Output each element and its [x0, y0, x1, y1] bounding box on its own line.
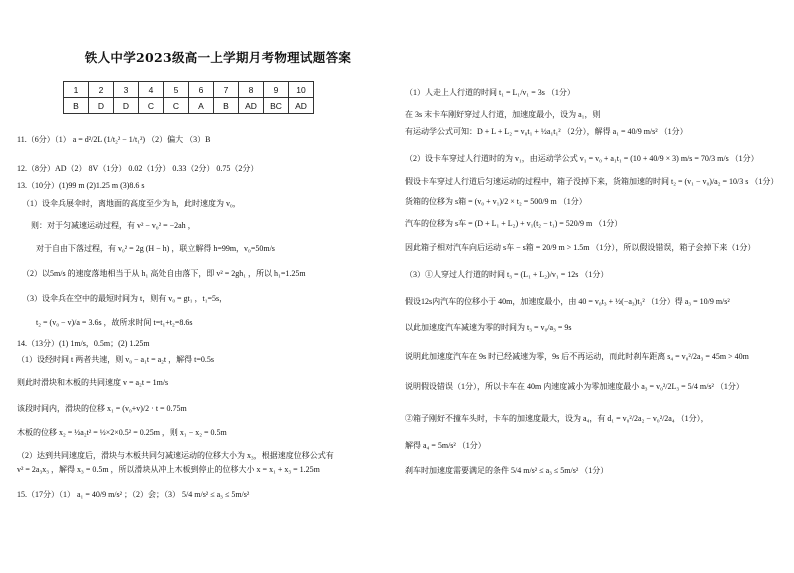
right-column [400, 0, 794, 573]
q15-step: 以此加速度汽车减速为零的时间为 t₃ = v₀/a₃ = 9s [405, 323, 572, 332]
question-number: 4 [139, 82, 164, 98]
q15-summary: 15.（17分）（1） a₁ = 40/9 m/s² ；（2）会；（3） 5/4 m/s² ≤ a₃ ≤ 5m/s² [17, 490, 250, 499]
answer-table-answer-row [64, 98, 314, 114]
answer-table-number-row [64, 82, 314, 98]
question-number: 9 [264, 82, 289, 98]
answer-cell: C [139, 98, 164, 114]
q14-step: （1）设经时间 t 两者共速，则 v₀ − a₁t = a₂t ，解得 t=0.5s [17, 355, 215, 364]
q13-step: （1）设伞兵展伞时，离地面的高度至少为 h，此时速度为 v₀， [22, 199, 241, 208]
q14-step: 该段时间内，滑块的位移 x₁ = (v₀+v)/2 · t = 0.75m [17, 404, 187, 413]
question-number: 6 [189, 82, 214, 98]
q15-step: 汽车的位移为 s车 = (D + L₁ + L₂) + v₁(t₂ − t₁) = 520/9 m （1分） [405, 219, 623, 228]
q14-step: 木板的位移 x₂ = ½a₂t² = ½×2×0.5² = 0.25m ，则 x₁ − x₂ = 0.5m [17, 428, 227, 437]
q15-step: （3）①人穿过人行道的时间 t₃ = (L₁ + L₂)/v₁ = 12s （1分） [405, 270, 609, 279]
q14-summary: 14.（13分）(1) 1m/s，0.5m；(2) 1.25m [17, 339, 150, 348]
answer-cell: A [189, 98, 214, 114]
question-number: 7 [214, 82, 239, 98]
q15-step: 有运动学公式可知：D + L + L₂ = v₀t₁ + ½a₁t₁² （2分），解得 a₁ = 40/9 m/s² （1分） [405, 127, 688, 136]
q15-step: 因此箱子相对汽车向后运动 s车 − s箱 = 20/9 m > 1.5m （1分），所以假设错误，箱子会掉下来（1分） [405, 243, 756, 252]
q14-step: v² = 2a₃x₃ ，解得 x₃ = 0.5m ，所以滑块从冲上木板到停止的位移大小 x = x₁ + x₃ = 1.25m [17, 465, 320, 474]
q15-step: 假设12s内汽车的位移小于 40m，加速度最小，由 40 = v₀t₃ + ½(−a₃)t₃² （1分）得 a₃ = 10/9 m/s² [405, 297, 730, 306]
answer-cell: AD [289, 98, 314, 114]
answer-cell: D [89, 98, 114, 114]
q13-step: （3）设伞兵在空中的最短时间为 t，则有 v₀ = gt₁ ，t₁=5s， [22, 294, 228, 303]
question-number: 8 [239, 82, 264, 98]
q15-step: 假设卡车穿过人行道后匀速运动的过程中，箱子没掉下来，货箱加速的时间 t₂ = (v₁ − v₀)/a₂ = 10/3 s （1分） [405, 177, 779, 186]
q15-step: 说明此加速度汽车在 9s 时已经减速为零，9s 后不再运动，而此时刹车距离 s₄ = v₀²/2a₃ = 45m > 40m [405, 352, 749, 361]
q15-step: （1）人走上人行道的时间 t₁ = L₁/v₁ = 3s （1分） [405, 88, 575, 97]
q14-step: 则此时滑块和木板的共同速度 v = a₂t = 1m/s [17, 378, 169, 387]
answer-cell: BC [264, 98, 289, 114]
q15-step: 刹车时加速度需要满足的条件 5/4 m/s² ≤ a₃ ≤ 5m/s² （1分） [405, 466, 609, 475]
q14-step: （2）达到共同速度后，滑块与木板共同匀减速运动的位移大小为 x₃，根据速度位移公式有 [17, 451, 334, 460]
q13-step: 对于自由下落过程，有 v₀² = 2g (H − h) ，联立解得 h=99m，v₀=50m/s [36, 244, 275, 253]
q15-step: 解得 a₄ = 5m/s² （1分） [405, 441, 486, 450]
q15-step: ②箱子刚好不撞车头时，卡车的加速度最大，设为 a₄，有 d₁ = v₀²/2a₂ − v₀²/2a₄ （1分）， [405, 414, 709, 423]
q13-step: （2）以5m/s 的速度落地相当于从 h₁ 高处自由落下，即 v² = 2gh₁ ，所以 h₁=1.25m [22, 269, 306, 278]
q15-step: 说明假设错误（1分），所以卡车在 40m 内速度减小为零加速度最小 a₃ = v₀²/2L₃ = 5/4 m/s² （1分） [405, 382, 744, 391]
q15-step: 在 3s 末卡车刚好穿过人行道，加速度最小，设为 a₁，则 [405, 110, 601, 119]
answer-cell: AD [239, 98, 264, 114]
q13-step: 则：对于匀减速运动过程，有 v² − v₀² = −2ah ， [31, 221, 196, 230]
q13-step: t₂ = (v₀ − v)/a = 3.6s ，故所求时间 t=t₁+t₂=8.6s [36, 318, 193, 327]
q15-step: 货箱的位移为 s箱 = (v₀ + v₁)/2 × t₂ = 500/9 m （1分） [405, 197, 587, 206]
page-title: 铁人中学2023级高一上学期月考物理试题答案 [84, 50, 352, 65]
q15-step: （2）设卡车穿过人行道时的为 v₁，由运动学公式 v₁ = v₀ + a₁t₁ = (10 + 40/9 × 3) m/s = 70/3 m/s （1分） [405, 154, 759, 163]
answer-cell: B [214, 98, 239, 114]
q12-answer: 12.（8分）AD（2） 8V（1分） 0.02（1分） 0.33（2分） 0.75（2分） [17, 164, 259, 173]
question-number: 3 [114, 82, 139, 98]
question-number: 1 [64, 82, 89, 98]
question-number: 10 [289, 82, 314, 98]
answer-table [63, 81, 314, 114]
q11-answer: 11.（6分）（1） a = d²/2L (1/t₂² − 1/t₁²) （2）偏大 （3）B [17, 135, 211, 144]
answer-cell: D [114, 98, 139, 114]
answer-cell: B [64, 98, 89, 114]
question-number: 5 [164, 82, 189, 98]
question-number: 2 [89, 82, 114, 98]
answer-cell: C [164, 98, 189, 114]
q13-summary: 13.（10分）(1)99 m (2)1.25 m (3)8.6 s [17, 181, 145, 190]
